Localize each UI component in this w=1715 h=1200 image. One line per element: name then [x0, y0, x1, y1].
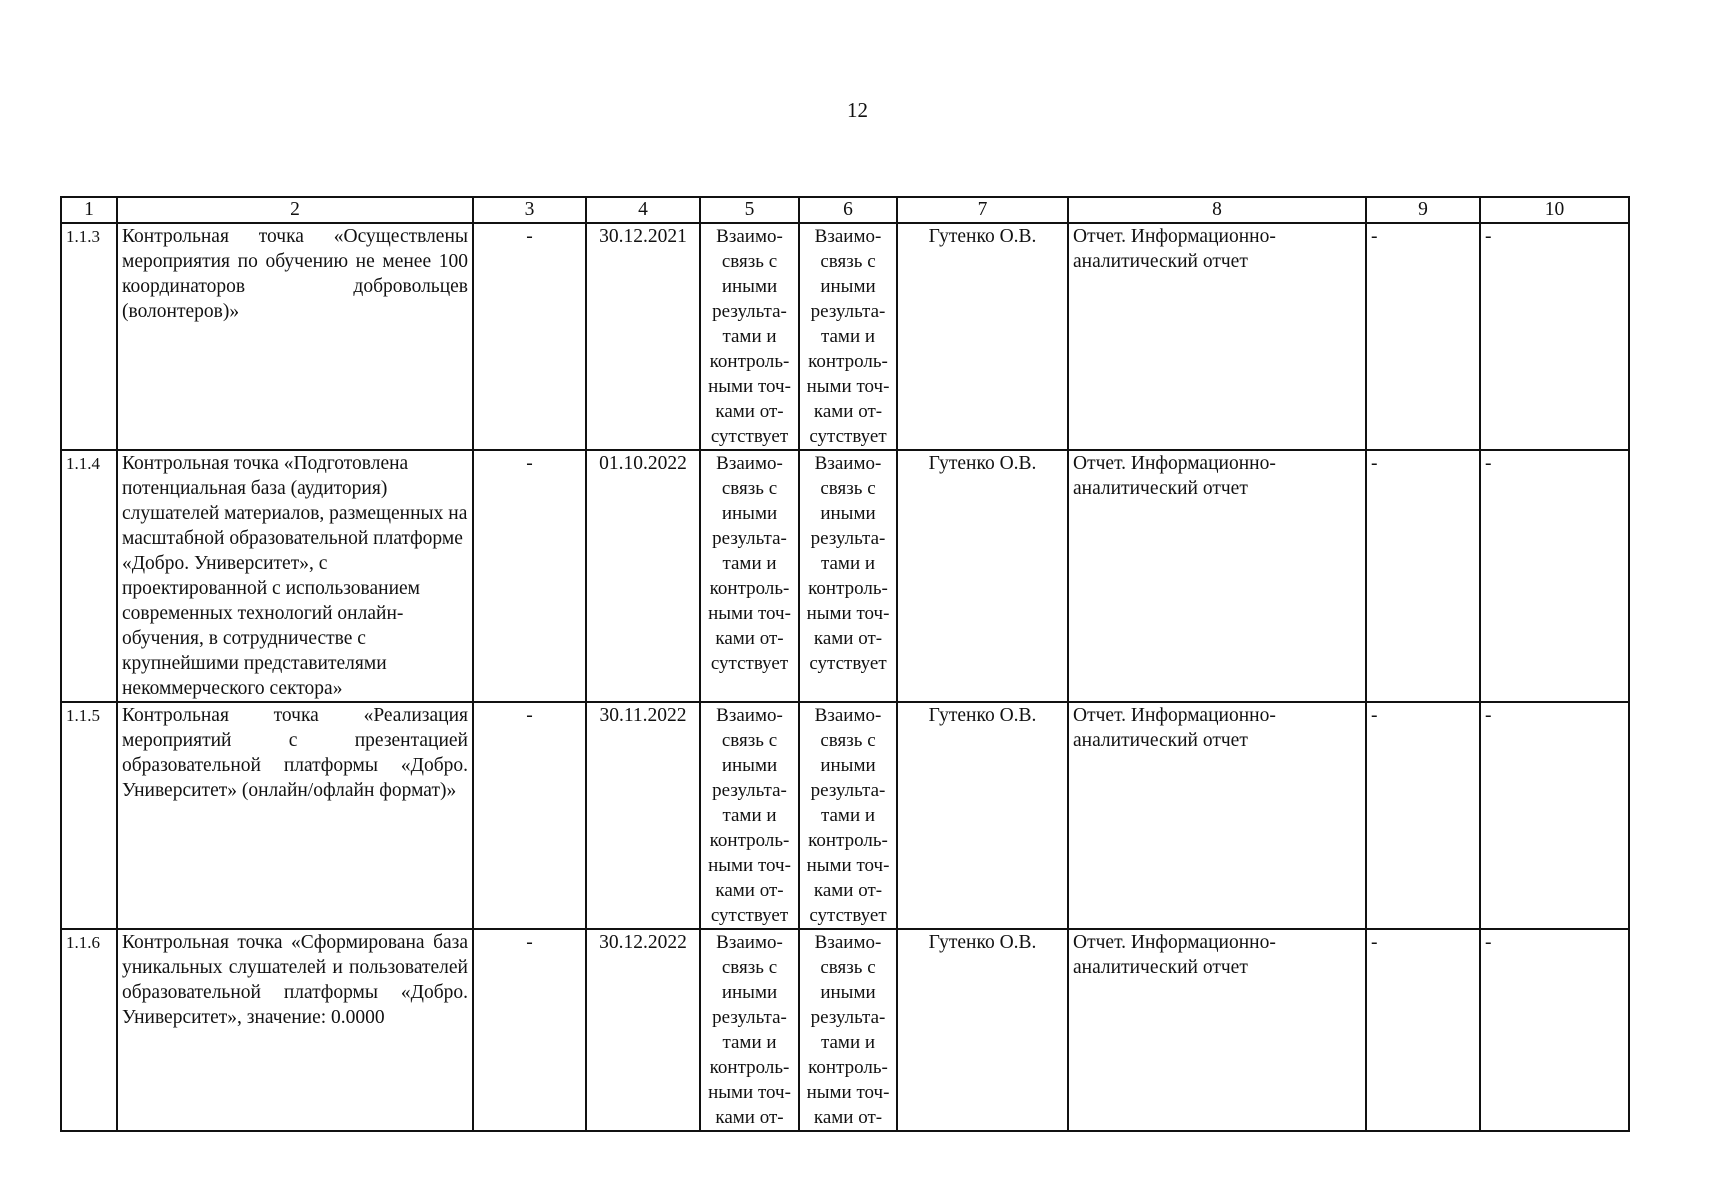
col10-value: -	[1480, 702, 1629, 929]
page-number: 12	[847, 98, 868, 122]
column-header: 5	[700, 197, 799, 223]
header-row	[61, 197, 1629, 223]
report-type: Отчет. Информационно-аналитический отчет	[1068, 223, 1366, 450]
control-points-table	[60, 196, 1630, 1132]
control-point-description: Контрольная точка «Реализация мероприятий с презентацией образовательной платформы «Добро. Университет» (онлайн/офлайн формат)»	[117, 702, 473, 929]
relation-results: Взаимо- связь с иными результа- тами и контроль- ными точ- ками от-	[700, 929, 799, 1131]
relation-control-points: Взаимо- связь с иными результа- тами и контроль- ными точ- ками от-	[799, 929, 897, 1131]
report-type: Отчет. Информационно-аналитический отчет	[1068, 702, 1366, 929]
col10-value: -	[1480, 223, 1629, 450]
control-point-description: Контрольная точка «Подготовлена потенциальная база (аудитория) слушателей материалов, размещенных на масштабной образовательной платформе «Добро. Университет», с проектированной с использованием современных технологий онлайн-обучения, в сотрудничестве с крупнейшими представителями некоммерческого сектора»	[117, 450, 473, 702]
col9-value: -	[1366, 450, 1480, 702]
responsible-person: Гутенко О.В.	[897, 223, 1068, 450]
deadline-date: 30.12.2021	[586, 223, 700, 450]
column-header: 7	[897, 197, 1068, 223]
table-row	[61, 223, 1629, 450]
relation-control-points: Взаимо- связь с иными результа- тами и контроль- ными точ- ками от- сутствует	[799, 223, 897, 450]
row-number: 1.1.4	[61, 450, 117, 702]
column-header: 3	[473, 197, 586, 223]
col3-value: -	[473, 223, 586, 450]
col3-value: -	[473, 929, 586, 1131]
col9-value: -	[1366, 702, 1480, 929]
table-row	[61, 929, 1629, 1131]
column-header: 2	[117, 197, 473, 223]
column-header: 10	[1480, 197, 1629, 223]
relation-results: Взаимо- связь с иными результа- тами и контроль- ными точ- ками от- сутствует	[700, 223, 799, 450]
row-number: 1.1.3	[61, 223, 117, 450]
col10-value: -	[1480, 929, 1629, 1131]
responsible-person: Гутенко О.В.	[897, 929, 1068, 1131]
column-header: 8	[1068, 197, 1366, 223]
control-point-description: Контрольная точка «Осуществлены мероприятия по обучению не менее 100 координаторов добровольцев (волонтеров)»	[117, 223, 473, 450]
relation-control-points: Взаимо- связь с иными результа- тами и контроль- ными точ- ками от- сутствует	[799, 702, 897, 929]
report-type: Отчет. Информационно-аналитический отчет	[1068, 929, 1366, 1131]
row-number: 1.1.5	[61, 702, 117, 929]
col9-value: -	[1366, 223, 1480, 450]
table-row	[61, 702, 1629, 929]
col9-value: -	[1366, 929, 1480, 1131]
col3-value: -	[473, 450, 586, 702]
relation-results: Взаимо- связь с иными результа- тами и контроль- ными точ- ками от- сутствует	[700, 450, 799, 702]
col10-value: -	[1480, 450, 1629, 702]
relation-control-points: Взаимо- связь с иными результа- тами и контроль- ными точ- ками от- сутствует	[799, 450, 897, 702]
col3-value: -	[473, 702, 586, 929]
table-row	[61, 450, 1629, 702]
row-number: 1.1.6	[61, 929, 117, 1131]
deadline-date: 30.12.2022	[586, 929, 700, 1131]
deadline-date: 01.10.2022	[586, 450, 700, 702]
report-type: Отчет. Информационно-аналитический отчет	[1068, 450, 1366, 702]
column-header: 4	[586, 197, 700, 223]
deadline-date: 30.11.2022	[586, 702, 700, 929]
column-header: 9	[1366, 197, 1480, 223]
column-header: 6	[799, 197, 897, 223]
responsible-person: Гутенко О.В.	[897, 450, 1068, 702]
relation-results: Взаимо- связь с иными результа- тами и контроль- ными точ- ками от- сутствует	[700, 702, 799, 929]
column-header: 1	[61, 197, 117, 223]
responsible-person: Гутенко О.В.	[897, 702, 1068, 929]
control-point-description: Контрольная точка «Сформирована база уникальных слушателей и пользователей образовательной платформы «Добро. Университет», значение: 0.0000	[117, 929, 473, 1131]
